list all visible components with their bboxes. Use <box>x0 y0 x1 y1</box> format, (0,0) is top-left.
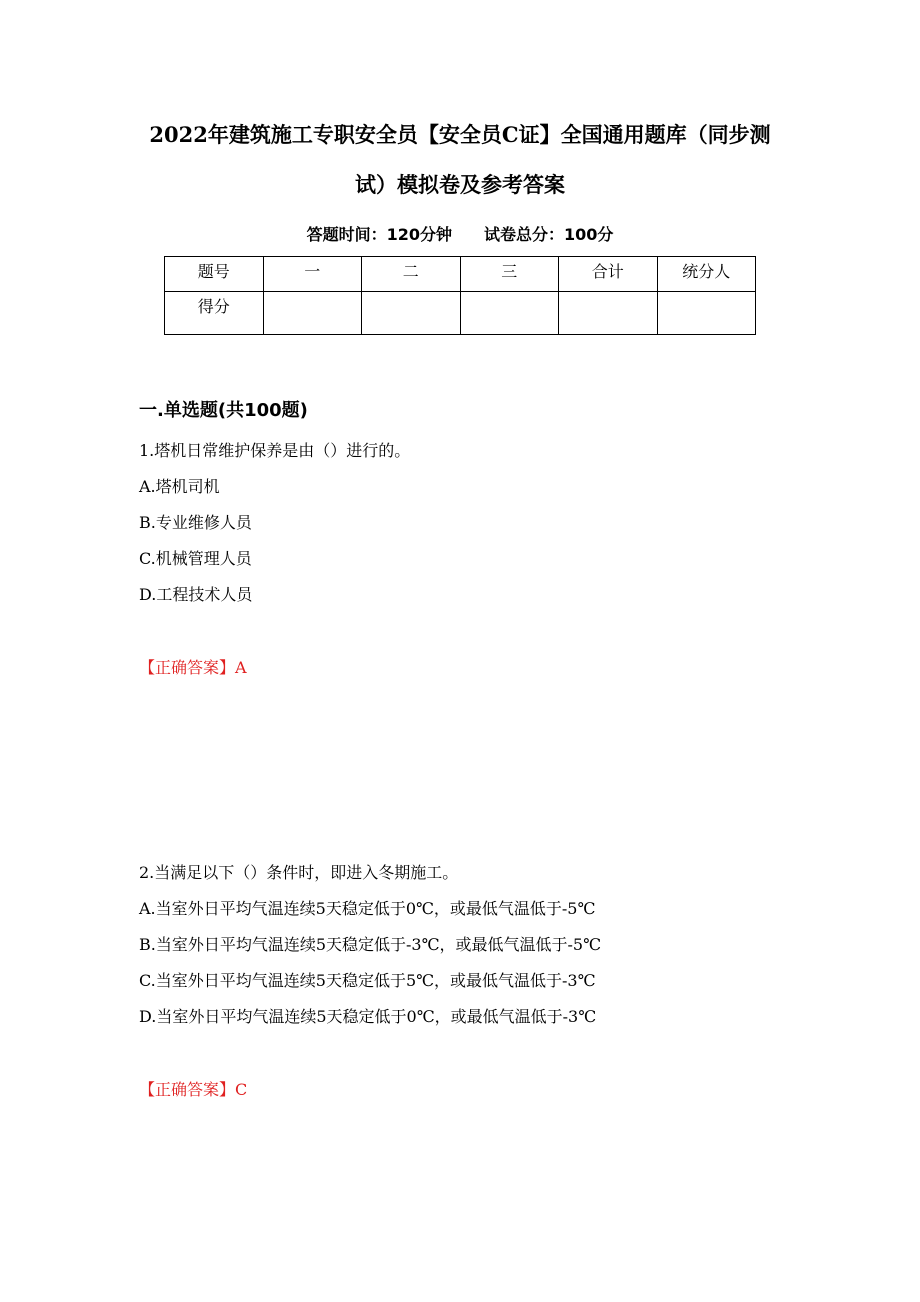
exam-time: 答题时间：120分钟 <box>306 225 452 244</box>
score-cell <box>362 292 461 335</box>
score-table-score-row <box>165 292 756 335</box>
question-2-option-c: C.当室外日平均气温连续5天稳定低于5℃，或最低气温低于-3℃ <box>139 971 596 990</box>
score-header-cell: 题号 <box>165 257 264 292</box>
question-1-option-d: D.工程技术人员 <box>139 585 253 604</box>
score-header-cell: 统分人 <box>657 257 756 292</box>
question-1-answer: 【正确答案】A <box>139 658 247 677</box>
question-2-answer: 【正确答案】C <box>139 1080 248 1099</box>
document-title-line-2: 试）模拟卷及参考答案 <box>355 172 565 197</box>
question-2-option-b: B.当室外日平均气温连续5天稳定低于-3℃，或最低气温低于-5℃ <box>139 935 601 954</box>
question-2-option-d: D.当室外日平均气温连续5天稳定低于0℃，或最低气温低于-3℃ <box>139 1007 597 1026</box>
question-1-option-c: C.机械管理人员 <box>139 549 252 568</box>
score-row-label: 得分 <box>165 292 264 335</box>
score-header-cell: 合计 <box>559 257 658 292</box>
question-2-option-a: A.当室外日平均气温连续5天稳定低于0℃，或最低气温低于-5℃ <box>139 899 596 918</box>
section-heading: 一.单选题(共100题) <box>139 400 308 421</box>
score-cell <box>559 292 658 335</box>
score-cell <box>263 292 362 335</box>
score-table-header-row <box>165 257 756 292</box>
score-table <box>164 256 756 335</box>
score-header-cell: 三 <box>460 257 559 292</box>
question-2-stem: 2.当满足以下（）条件时，即进入冬期施工。 <box>139 863 459 882</box>
question-1-option-a: A.塔机司机 <box>139 477 220 496</box>
score-cell <box>657 292 756 335</box>
exam-info <box>0 222 920 245</box>
question-1-stem: 1.塔机日常维护保养是由（）进行的。 <box>139 441 411 460</box>
document-title-line-1: 2022年建筑施工专职安全员【安全员C证】全国通用题库（同步测 <box>149 122 771 147</box>
score-cell <box>460 292 559 335</box>
score-header-cell: 二 <box>362 257 461 292</box>
exam-total-score: 试卷总分：100分 <box>484 225 614 244</box>
score-header-cell: 一 <box>263 257 362 292</box>
question-1-option-b: B.专业维修人员 <box>139 513 252 532</box>
